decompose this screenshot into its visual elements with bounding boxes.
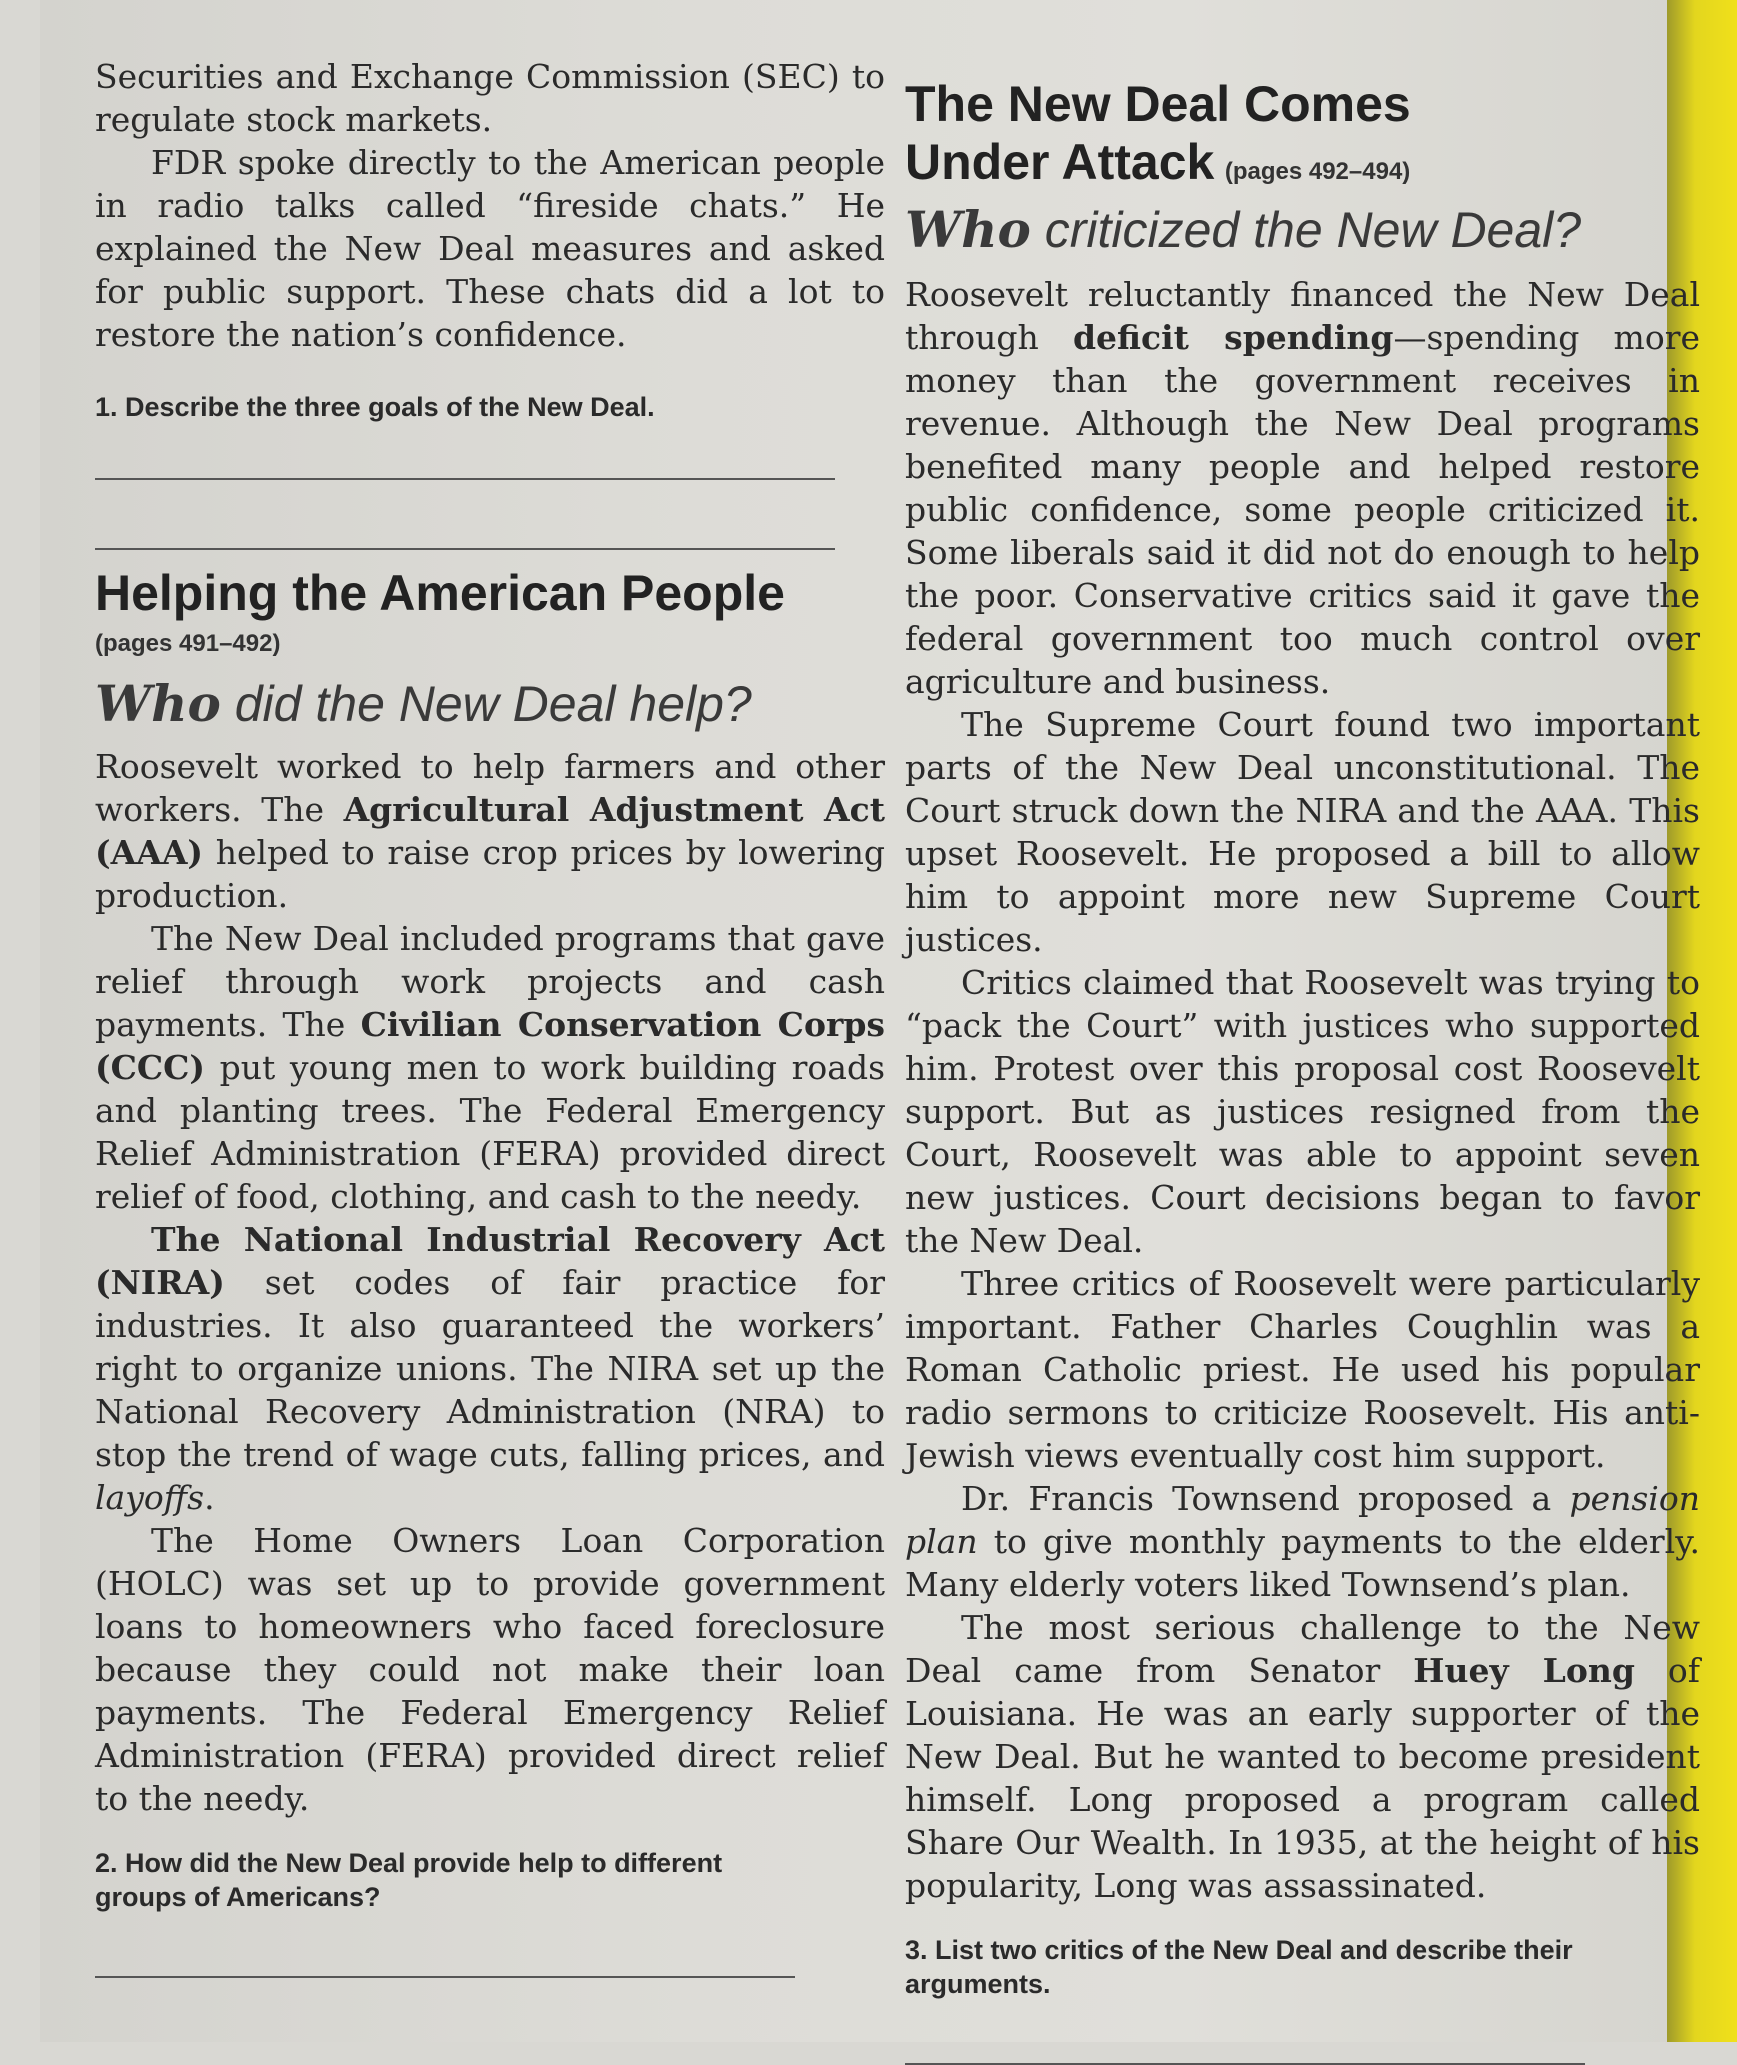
question-heading-rest: did the New Deal help? (220, 676, 752, 732)
text-long-pre: The most serious challenge to the New Deal came from Senator (905, 1608, 1700, 1690)
question-heading-who-helped (95, 673, 885, 735)
text-layoffs: layoffs (95, 1478, 205, 1517)
term-ccc: Civilian Conservation Corps (CCC) (95, 1005, 885, 1087)
paragraph-aaa (95, 745, 885, 917)
text-pension-plan: pension plan (905, 1479, 1700, 1561)
section-pages-left: (pages 491–492) (95, 630, 281, 657)
term-aaa: Agricultural Adjustment Act (AAA) (95, 790, 885, 872)
section-pages-right: (pages 492–494) (1224, 158, 1411, 185)
paragraph-nira (95, 1218, 885, 1519)
section-title-under-attack-1: The New Deal Comes (905, 76, 1411, 132)
text-roosevelt-post: helped to raise crop prices by lowering production. (95, 833, 885, 915)
paragraph-three-critics: Three critics of Roosevelt were particularly important. Father Charles Coughlin was a Roman Catholic priest. He used his popular radio sermons to criticize Roosevelt. His anti-Jewish views eventually cost him support. (905, 1264, 1700, 1475)
text-deficit-post: —spending more money than the government receives in revenue. Although the New Deal programs benefited many people and helped restore public confidence, some people criticized it. Some liberals said it did not do enough to help the poor. Conservative critics said it gave the federal government too much control over agriculture and business. (905, 318, 1700, 701)
question-heading-who-criticized (905, 199, 1700, 261)
text-nira-post: set codes of fair practice for industries. It also guaranteed the workers’ right to organize unions. The NIRA set up the National Recovery Administration (NRA) to stop the trend of wage cuts, falling prices, and (95, 1263, 885, 1474)
section-title-under-attack-2: Under Attack (905, 134, 1215, 190)
right-column (905, 75, 1700, 2065)
paragraph-sec: Securities and Exchange Commission (SEC) to regulate stock markets. (95, 57, 885, 139)
text-nira-end: . (204, 1478, 215, 1517)
question-heading-bold-right: Who (905, 200, 1031, 259)
paragraph-townsend (905, 1477, 1700, 1606)
answer-line-1a[interactable] (95, 438, 835, 480)
paragraph-supreme-court: The Supreme Court found two important parts of the New Deal unconstitutional. The Court struck down the NIRA and the AAA. This upset Roosevelt. He proposed a bill to allow him to appoint more new Supreme Court justices. (905, 705, 1700, 959)
left-column (95, 55, 885, 1978)
paragraph-deficit-spending (905, 273, 1700, 703)
paragraph-holc: The Home Owners Loan Corporation (HOLC) was set up to provide government loans to homeowners who faced foreclosure because they could not make their loan payments. The Federal Emergency Relief Administration (FERA) provided direct relief to the needy. (95, 1521, 885, 1818)
answer-line-2a[interactable] (95, 1936, 795, 1978)
text-relief-post: put young men to work building roads and planting trees. The Federal Emergency Relief Administration (FERA) provided direct relief of food, clothing, and cash to the needy. (95, 1048, 885, 1216)
paragraph-fireside-chats: FDR spoke directly to the American people in radio talks called “fireside chats.” He explained the New Deal measures and asked for public support. These chats did a lot to restore the nation’s confidence. (95, 143, 885, 354)
text-roosevelt-pre: Roosevelt worked to help farmers and other workers. The (95, 747, 885, 829)
text-townsend-post: to give monthly payments to the elderly. Many elderly voters liked Townsend’s plan. (905, 1522, 1700, 1604)
text-long-post: of Louisiana. He was an early supporter of the New Deal. But he wanted to become president himself. Long proposed a program called Share Our Wealth. In 1935, at the height of his popularity, Long was assassinated. (905, 1651, 1700, 1905)
term-nira: The National Industrial Recovery Act (NIRA) (95, 1220, 885, 1302)
paragraph-huey-long (905, 1606, 1700, 1907)
answer-line-1b[interactable] (95, 508, 835, 550)
question-2: 2. How did the New Deal provide help to different groups of Americans? (95, 1848, 723, 1912)
question-heading-bold: Who (95, 674, 221, 733)
text-relief-pre: The New Deal included programs that gave relief through work projects and cash payments. The (95, 919, 885, 1044)
text-deficit-pre: Roosevelt reluctantly financed the New Deal through (905, 275, 1700, 357)
question-heading-rest-right: criticized the New Deal? (1030, 202, 1582, 258)
answer-line-3a[interactable] (905, 2023, 1585, 2065)
text-townsend-pre: Dr. Francis Townsend proposed a (961, 1479, 1570, 1518)
question-3: 3. List two critics of the New Deal and describe their arguments. (905, 1935, 1573, 1999)
paragraph-relief (95, 917, 885, 1218)
section-title-row-2 (905, 133, 1700, 193)
term-deficit-spending: deficit spending (1072, 318, 1394, 357)
question-1: 1. Describe the three goals of the New Deal. (95, 392, 655, 422)
paragraph-pack-court: Critics claimed that Roosevelt was trying to “pack the Court” with justices who supported him. Protest over this proposal cost Roosevelt support. But as justices resigned from the Court, Roosevelt was able to appoint seven new justices. Court decisions began to favor the New Deal. (905, 963, 1700, 1260)
section-title-helping: Helping the American People (95, 565, 785, 621)
term-huey-long: Huey Long (1413, 1651, 1635, 1690)
